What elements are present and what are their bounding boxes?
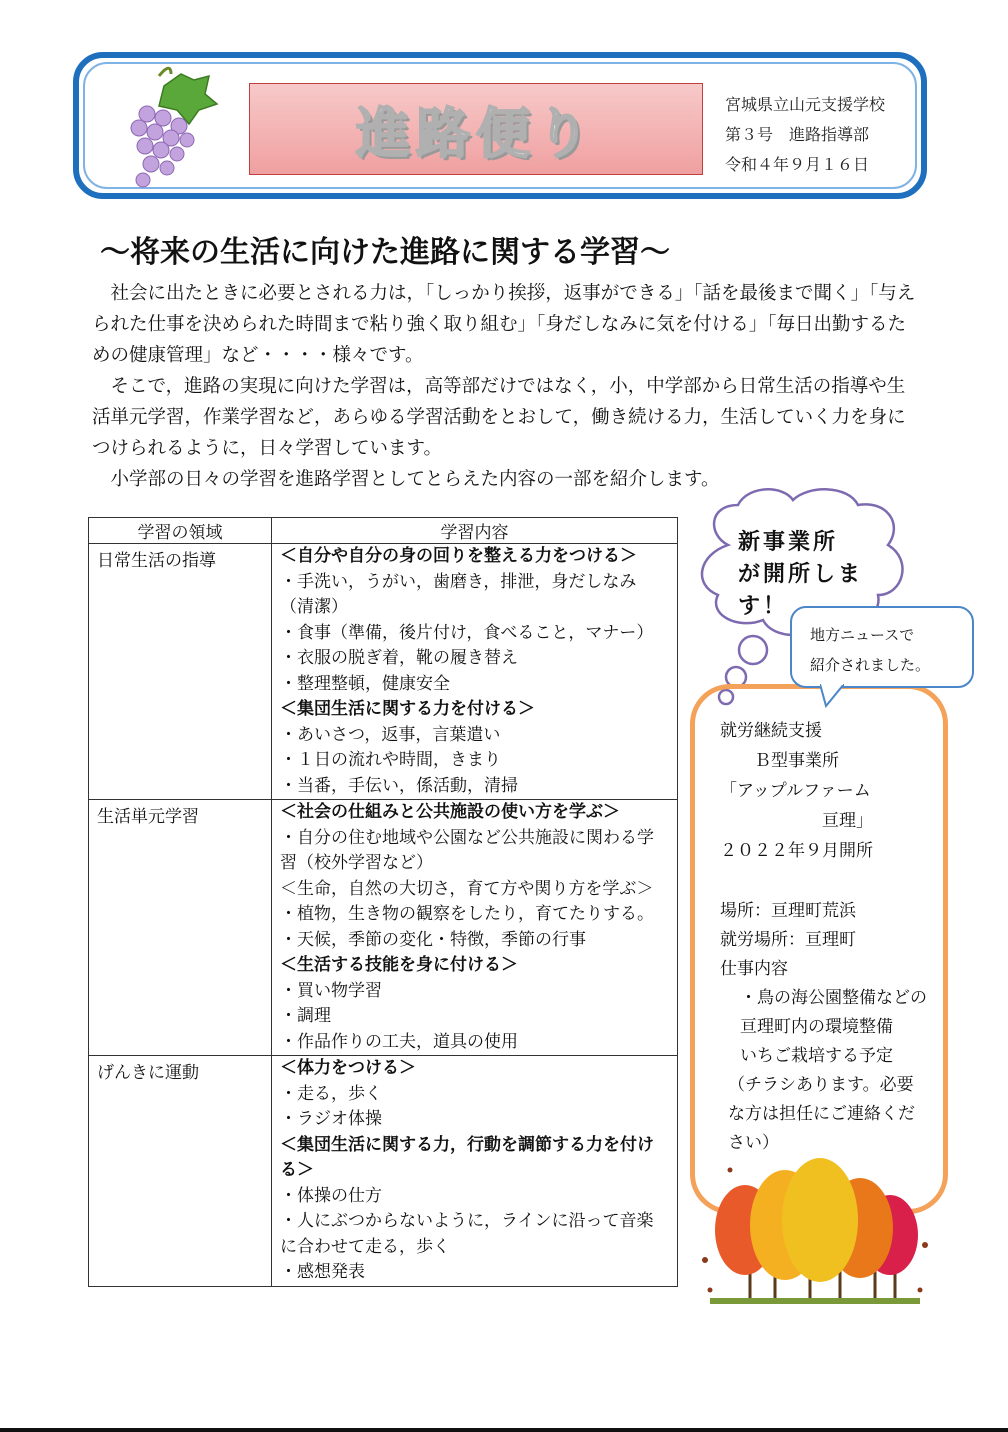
- content-line: ・手洗い，うがい，歯磨き，排泄，身だしなみ（清潔）: [280, 571, 637, 617]
- content-line: ・天候，季節の変化・特徴，季節の行事: [280, 929, 586, 950]
- table-row: [89, 544, 678, 800]
- info-spacer: [720, 866, 930, 896]
- content-line: ＜社会の仕組みと公共施設の使い方を学ぶ＞: [280, 802, 620, 822]
- content-line: ・衣服の脱ぎ着，靴の履き替え: [280, 648, 518, 668]
- study-table: [88, 517, 678, 1287]
- area-cell: 日常生活の指導: [89, 544, 272, 800]
- content-line: ・整理整頓，健康安全: [280, 673, 450, 694]
- info-line: Ｂ型事業所: [720, 751, 839, 771]
- autumn-trees-icon: [690, 1150, 940, 1310]
- page-bottom-rule: [0, 1428, 1008, 1432]
- content-line: ・植物，生き物の観察をしたり，育てたりする。: [280, 904, 654, 924]
- info-line: 場所：亘理町荒浜: [720, 901, 856, 921]
- content-line: ・走る，歩く: [280, 1083, 382, 1104]
- content-line: ・１日の流れや時間，きまり: [280, 750, 501, 770]
- content-line: ・ラジオ体操: [280, 1109, 382, 1129]
- school-name: 宮城県立山元支援学校: [725, 95, 886, 114]
- bubble-line: 地方ニュースで: [810, 626, 915, 644]
- content-line: ・感想発表: [280, 1262, 365, 1282]
- content-line: ・調理: [280, 1006, 331, 1026]
- content-line: ＜生命，自然の大切さ，育て方や関り方を学ぶ＞: [280, 878, 654, 899]
- newsletter-title: 進路便り: [356, 101, 596, 165]
- content-cell: [272, 800, 678, 1056]
- intro-text: [92, 278, 922, 495]
- content-line: ・当番，手伝い，係活動，清掃: [280, 775, 518, 796]
- content-line: ・食事（準備，後片付け，食べること，マナー）: [280, 622, 654, 643]
- content-line: ・人にぶつからないように，ラインに沿って音楽に合わせて走る，歩く: [280, 1211, 654, 1257]
- header-frame: [73, 52, 927, 199]
- table-header-content: 学習内容: [272, 518, 678, 544]
- table-header-area: 学習の領域: [89, 518, 272, 544]
- content-line: ＜集団生活に関する力，行動を調節する力を付ける＞: [280, 1134, 654, 1180]
- issue-date: 令和４年９月１６日: [725, 155, 870, 174]
- newsletter-title-box: [249, 83, 703, 175]
- content-line: ＜自分や自分の身の回りを整える力をつける＞: [280, 546, 637, 566]
- facility-info: [720, 716, 930, 1158]
- info-line: ・鳥の海公園整備などの亘理町内の環境整備: [740, 988, 927, 1037]
- info-line: 仕事内容: [720, 959, 788, 979]
- table-row: [89, 800, 678, 1056]
- info-line: ２０２２年９月開所: [720, 841, 873, 861]
- bubble-text: [810, 620, 960, 680]
- content-line: ＜集団生活に関する力を付ける＞: [280, 699, 535, 719]
- area-cell: 生活単元学習: [89, 800, 272, 1056]
- info-line: 「アップルファーム: [720, 781, 871, 801]
- content-line: ＜体力をつける＞: [280, 1058, 416, 1078]
- content-line: ＜生活する技能を身に付ける＞: [280, 955, 518, 975]
- school-info: [725, 90, 885, 180]
- content-line: ・体操の仕方: [280, 1185, 382, 1206]
- content-line: ・作品作りの工夫，道具の使用: [280, 1031, 518, 1052]
- info-line: いちご栽培する予定: [740, 1046, 893, 1066]
- table-header-row: [89, 518, 678, 544]
- issue-line: 第３号 進路指導部: [725, 125, 870, 144]
- content-cell: [272, 1056, 678, 1287]
- info-line: 就労場所：亘理町: [720, 930, 856, 950]
- intro-paragraph: 社会に出たときに必要とされる力は，「しっかり挨拶，返事ができる」「話を最後まで聞く」「与えられた仕事を決められた時間まで粘り強く取り組む」「身だしなみに気を付ける」「毎日出勤するための健康管理」など・・・・様々です。: [92, 283, 916, 366]
- main-heading: ～将来の生活に向けた進路に関する学習～: [100, 235, 670, 270]
- info-line: （チラシあります。必要な方は担任にご連絡ください）: [728, 1075, 915, 1153]
- content-cell: [272, 544, 678, 800]
- intro-paragraph: 小学部の日々の学習を進路学習としてとらえた内容の一部を紹介します。: [92, 469, 720, 490]
- area-cell: げんきに運動: [89, 1056, 272, 1287]
- intro-paragraph: そこで，進路の実現に向けた学習は，高等部だけではなく，小，中学部から日常生活の指導や生活単元学習，作業学習など，あらゆる学習活動をとおして，働き続ける力，生活していく力を身につけられるように，日々学習しています。: [92, 376, 906, 459]
- table-row: [89, 1056, 678, 1287]
- content-line: ・あいさつ，返事，言葉遣い: [280, 724, 501, 745]
- content-line: ・自分の住む地域や公園など公共施設に関わる学習（校外学習など）: [280, 827, 654, 873]
- bubble-line: 紹介されました。: [810, 656, 931, 674]
- speech-bubble-tail-icon: [820, 684, 844, 708]
- cloud-line: 新事業所: [738, 530, 839, 555]
- cloud-line: が開所しま: [738, 562, 864, 587]
- content-line: ・買い物学習: [280, 980, 382, 1001]
- cloud-line: す！: [738, 594, 789, 619]
- grape-icon: [119, 66, 219, 191]
- info-line: 亘理」: [720, 811, 873, 831]
- info-line: 就労継続支援: [720, 721, 822, 741]
